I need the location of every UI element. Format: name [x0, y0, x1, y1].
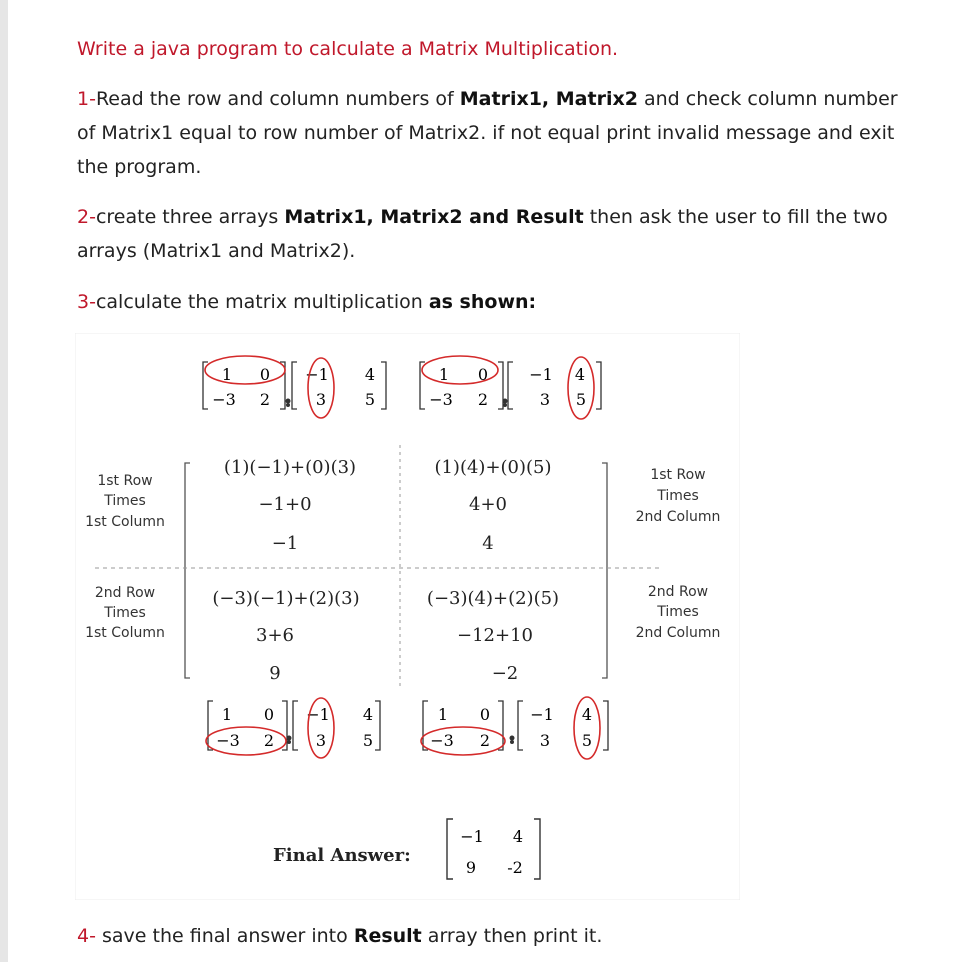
- label-r1c2-line3: 2nd Column: [635, 509, 721, 525]
- final-answer-label: Final Answer:: [273, 845, 411, 866]
- label-r1c1-line3: 1st Column: [85, 514, 165, 530]
- label-r2c2-line3: 2nd Column: [635, 625, 721, 641]
- cell-11-sum: −1+0: [258, 494, 312, 515]
- md-22: 5: [362, 731, 374, 750]
- mb2-21: 3: [539, 390, 551, 409]
- step-1-number: 1-: [77, 88, 96, 110]
- ma-11: 1: [221, 365, 233, 384]
- step-4-bold: Result: [353, 925, 422, 947]
- mc-12: 0: [263, 705, 275, 724]
- cell-11-result: −1: [271, 533, 299, 554]
- label-r2c2-line2: Times: [657, 604, 699, 620]
- step-3-paragraph: [77, 285, 917, 319]
- mb-12: 4: [364, 365, 376, 384]
- cell-11-expression: (1)(−1)+(0)(3): [223, 457, 357, 478]
- ma-22: 2: [259, 390, 271, 409]
- final-12: 4: [512, 827, 524, 846]
- mb-21: 3: [315, 390, 327, 409]
- cell-22-expression: (−3)(4)+(2)(5): [426, 588, 560, 609]
- cell-12-expression: (1)(4)+(0)(5): [434, 457, 552, 478]
- md-11: −1: [306, 705, 330, 724]
- step-1-bold: Matrix1, Matrix2: [459, 88, 638, 110]
- mc2-21: −3: [430, 731, 454, 750]
- cell-21-result: 9: [269, 663, 281, 684]
- step-2-text-a: create three arrays: [95, 206, 285, 228]
- ma2-11: 1: [438, 365, 450, 384]
- ma2-21: −3: [429, 390, 453, 409]
- step-4-paragraph: [77, 919, 917, 953]
- md2-22: 5: [581, 731, 593, 750]
- step-2-number: 2-: [77, 206, 96, 228]
- ma2-12: 0: [477, 365, 489, 384]
- label-r1c2-line2: Times: [657, 488, 699, 504]
- mc2-22: 2: [479, 731, 491, 750]
- mc-22: 2: [263, 731, 275, 750]
- cell-22-result: −2: [491, 663, 519, 684]
- mc2-11: 1: [437, 705, 449, 724]
- ma-21: −3: [212, 390, 236, 409]
- ma-12: 0: [259, 365, 271, 384]
- final-22: -2: [507, 858, 523, 877]
- mc-21: −3: [216, 731, 240, 750]
- label-r2c1-line1: 2nd Row: [94, 585, 156, 601]
- label-r2c1-line3: 1st Column: [85, 625, 165, 641]
- md2-11: −1: [530, 705, 554, 724]
- md2-21: 3: [539, 731, 551, 750]
- step-4-number: 4-: [77, 925, 96, 947]
- mc2-12: 0: [479, 705, 491, 724]
- md2-12: 4: [581, 705, 593, 724]
- mb-11: −1: [305, 365, 329, 384]
- label-r1c1-line1: 1st Row: [97, 473, 153, 489]
- label-r1c1-line2: Times: [104, 493, 146, 509]
- matrix-multiplication-figure: [75, 333, 740, 900]
- page-title: Write a java program to calculate a Matrix Multiplication.: [77, 38, 619, 60]
- left-gutter: [0, 0, 8, 962]
- step-1-paragraph: [77, 82, 917, 184]
- step-3-number: 3-: [77, 291, 96, 313]
- figure-canvas: [75, 333, 740, 900]
- step-4-text-a: save the final answer into: [95, 925, 354, 947]
- final-21: 9: [465, 858, 477, 877]
- final-11: −1: [460, 827, 484, 846]
- label-r2c1-line2: Times: [104, 605, 146, 621]
- mb2-12: 4: [574, 365, 586, 384]
- step-4-text-b: array then print it.: [421, 925, 603, 947]
- cell-22-sum: −12+10: [457, 625, 533, 646]
- step-3-bold: as shown:: [428, 291, 537, 313]
- step-1-text-a: Read the row and column numbers of: [95, 88, 460, 110]
- mc-11: 1: [221, 705, 233, 724]
- mb2-22: 5: [575, 390, 587, 409]
- step-2-bold: Matrix1, Matrix2 and Result: [284, 206, 584, 228]
- cell-21-sum: 3+6: [256, 625, 294, 646]
- label-r1c2-line1: 1st Row: [650, 467, 706, 483]
- cell-12-result: 4: [482, 533, 494, 554]
- ma2-22: 2: [477, 390, 489, 409]
- step-2-paragraph: [77, 200, 917, 268]
- mb2-11: −1: [529, 365, 553, 384]
- mb-22: 5: [364, 390, 376, 409]
- label-r2c2-line1: 2nd Row: [647, 584, 709, 600]
- cell-12-sum: 4+0: [469, 494, 507, 515]
- cell-21-expression: (−3)(−1)+(2)(3): [212, 588, 360, 609]
- step-2-text-b: then ask the user to fill the two arrays (Matrix1 and Matrix2).: [77, 206, 888, 262]
- md-21: 3: [315, 731, 327, 750]
- md-12: 4: [362, 705, 374, 724]
- step-3-text-a: calculate the matrix multiplication: [95, 291, 429, 313]
- step-1-text-b: and check column number of Matrix1 equal to row number of Matrix2. if not equal print invalid message and exit the program.: [77, 88, 898, 178]
